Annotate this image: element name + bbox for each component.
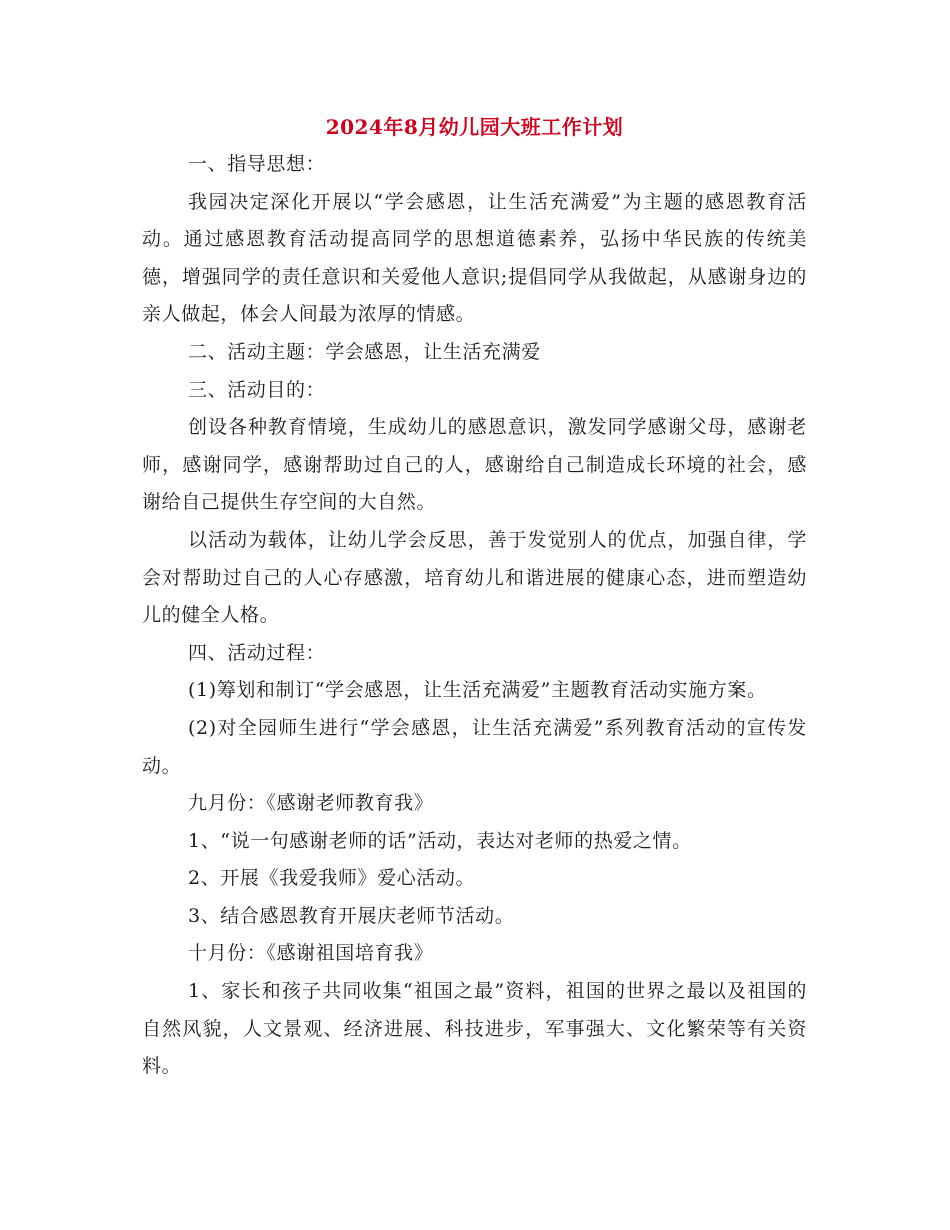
document-title: 2024年8月幼儿园大班工作计划 — [325, 115, 624, 139]
paragraph-purpose-1: 创设各种教育情境，生成幼儿的感恩意识，激发同学感谢父母，感谢老师，感谢同学，感谢帮助过自己的人，感谢给自己制造成长环境的社会，感谢给自己提供生存空间的大自然。 — [142, 416, 807, 514]
process-item-1: (1)筹划和制订“学会感恩，让生活充满爱”主题教育活动实施方案。 — [188, 679, 767, 702]
section-heading-activity-theme: 二、活动主题：学会感恩，让生活充满爱 — [188, 340, 541, 363]
month-heading-october: 十月份：《感谢祖国培育我》 — [188, 942, 434, 965]
september-item-2: 2、开展《我爱我师》爱心活动。 — [188, 867, 476, 890]
section-heading-activity-purpose: 三、活动目的： — [188, 378, 326, 401]
section-heading-guiding-thought: 一、指导思想： — [188, 153, 326, 175]
paragraph-purpose-2: 以活动为载体，让幼儿学会反思，善于发觉别人的优点，加强自律，学会对帮助过自己的人心存感激，培育幼儿和谐进展的健康心态，进而塑造幼儿的健全人格。 — [142, 528, 807, 627]
document-page — [142, 108, 807, 1086]
section-heading-activity-process: 四、活动过程： — [188, 641, 326, 664]
september-item-1: 1、“说一句感谢老师的话”活动，表达对老师的热爱之情。 — [188, 829, 692, 852]
october-item-1: 1、家长和孩子共同收集“祖国之最”资料，祖国的世界之最以及祖国的自然风貌，人文景观、经济进展、科技进步，军事强大、文化繁荣等有关资料。 — [142, 980, 807, 1078]
september-item-3: 3、结合感恩教育开展庆老师节活动。 — [188, 904, 515, 927]
process-item-2: (2)对全园师生进行“学会感恩，让生活充满爱”系列教育活动的宣传发动。 — [142, 716, 807, 777]
month-heading-september: 九月份：《感谢老师教育我》 — [188, 792, 434, 815]
paragraph-guiding-thought: 我园决定深化开展以“学会感恩，让生活充满爱”为主题的感恩教育活动。通过感恩教育活动提高同学的思想道德素养，弘扬中华民族的传统美德，增强同学的责任意识和关爱他人意识;提倡同学从我做起，从感谢身边的亲人做起，体会人间最为浓厚的情感。 — [142, 190, 807, 326]
